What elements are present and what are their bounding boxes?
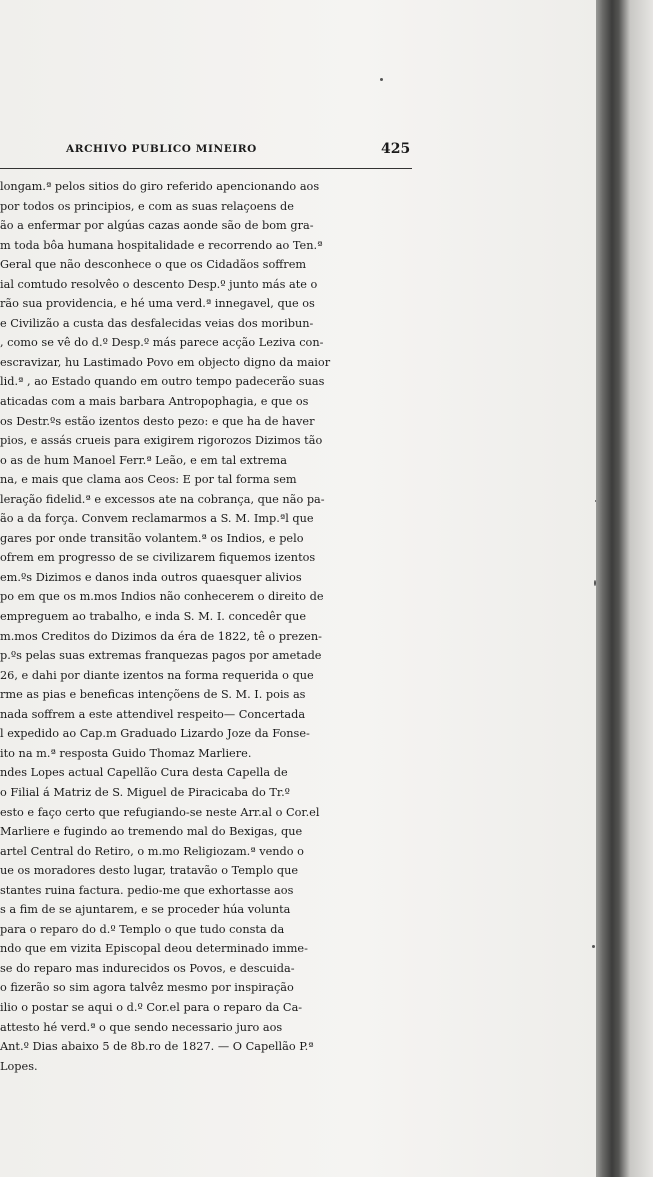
- text-line: aticadas com a mais barbara Antropophagia, e que os: [0, 395, 309, 409]
- text-line: Lopes.: [0, 1059, 38, 1073]
- text-line: po em que os m.mos Indios não conhecerem o direito de: [0, 590, 324, 604]
- body-text: [0, 177, 412, 1076]
- text-line: ofrem em progresso de se civilizarem fiquemos izentos: [0, 551, 316, 565]
- book-spine-shadow: [596, 0, 653, 1177]
- text-line: o as de hum Manoel Ferr.ª Leão, e em tal extrema: [0, 453, 287, 467]
- text-line: empreguem ao trabalho, e inda S. M. I. concedêr que: [0, 610, 307, 624]
- page-header: [0, 140, 410, 164]
- text-line: por todos os principios, e com as suas relaçoens de: [0, 199, 294, 213]
- text-line: gares por onde transitão volantem.ª os Indios, e pelo: [0, 531, 304, 545]
- paper-speck: [380, 78, 383, 81]
- text-line: os Destr.ºs estão izentos desto pezo: e que ha de haver: [0, 414, 315, 428]
- text-line: lid.ª , ao Estado quando em outro tempo padecerão suas: [0, 375, 325, 389]
- text-line: s a fim de se ajuntarem, e se proceder húa volunta: [0, 903, 291, 917]
- text-line: rme as pias e beneficas intençõens de S. M. I. pois as: [0, 688, 306, 702]
- text-line: se do reparo mas indurecidos os Povos, e descuida-: [0, 961, 295, 975]
- text-line: Marliere e fugindo ao tremendo mal do Bexigas, que: [0, 825, 303, 839]
- text-line: l expedido ao Cap.m Graduado Lizardo Joze da Fonse-: [0, 727, 310, 741]
- text-line: em.ºs Dizimos e danos inda outros quaesquer alivios: [0, 570, 302, 584]
- text-line: nada soffrem a este attendivel respeito— Concertada: [0, 707, 306, 721]
- text-line: ndes Lopes actual Capellão Cura desta Capella de: [0, 766, 288, 780]
- text-line: para o reparo do d.º Templo o que tudo consta da: [0, 922, 285, 936]
- text-line: Geral que não desconhece o que os Cidadãos soffrem: [0, 258, 307, 272]
- text-line: rão sua providencia, e hé uma verd.ª innegavel, que os: [0, 297, 315, 311]
- text-line: artel Central do Retiro, o m.mo Religiozam.ª vendo o: [0, 844, 304, 858]
- text-line: p.ºs pelas suas extremas franquezas pagos por ametade: [0, 649, 322, 663]
- text-line: attesto hé verd.ª o que sendo necessario juro aos: [0, 1020, 283, 1034]
- header-rule: [0, 168, 412, 169]
- text-line: 26, e dahi por diante izentos na forma requerida o que: [0, 668, 314, 682]
- text-line: ndo que em vizita Episcopal deou determinado imme-: [0, 942, 308, 956]
- text-line: Ant.º Dias abaixo 5 de 8b.ro de 1827. — O Capellão P.ª: [0, 1040, 314, 1054]
- text-line: m.mos Creditos do Dizimos da éra de 1822, tê o prezen-: [0, 629, 322, 643]
- page-number: 425: [381, 141, 411, 157]
- text-line: m toda bôa humana hospitalidade e recorrendo ao Ten.ª: [0, 238, 323, 252]
- running-title: ARCHIVO PUBLICO MINEIRO: [66, 143, 257, 155]
- text-line: ilio o postar se aqui o d.º Cor.el para o reparo da Ca-: [0, 1000, 303, 1014]
- text-line: pios, e assás crueis para exigirem rigorozos Dizimos tão: [0, 434, 323, 448]
- text-line: na, e mais que clama aos Ceos: E por tal forma sem: [0, 473, 297, 487]
- text-line: ue os moradores desto lugar, tratavão o Templo que: [0, 864, 299, 878]
- text-line: longam.ª pelos sitios do giro referido apencionando aos: [0, 180, 320, 193]
- text-line: ito na m.ª resposta Guido Thomaz Marliere.: [0, 746, 252, 760]
- text-line: o Filial á Matriz de S. Miguel de Piracicaba do Tr.º: [0, 785, 290, 799]
- text-line: ão a enfermar por algúas cazas aonde são de bom gra-: [0, 219, 314, 233]
- text-line: , como se vê do d.º Desp.º más parece acção Leziva con-: [0, 336, 324, 350]
- text-line: esto e faço certo que refugiando-se neste Arr.al o Cor.el: [0, 805, 320, 819]
- text-line: ial comtudo resolvêo o descento Desp.º junto más ate o: [0, 277, 318, 291]
- text-line: e Civilizão a custa das desfalecidas veias dos moribun-: [0, 316, 314, 330]
- paper-speck: [592, 945, 595, 948]
- text-line: leração fidelid.ª e excessos ate na cobrança, que não pa-: [0, 492, 325, 506]
- text-line: escravizar, hu Lastimado Povo em objecto digno da maior: [0, 355, 331, 369]
- text-line: ão a da força. Convem reclamarmos a S. M. Imp.ªl que: [0, 512, 314, 526]
- text-line: stantes ruina factura. pedio-me que exhortasse aos: [0, 883, 294, 897]
- text-line: o fizerão so sim agora talvêz mesmo por inspiração: [0, 981, 294, 995]
